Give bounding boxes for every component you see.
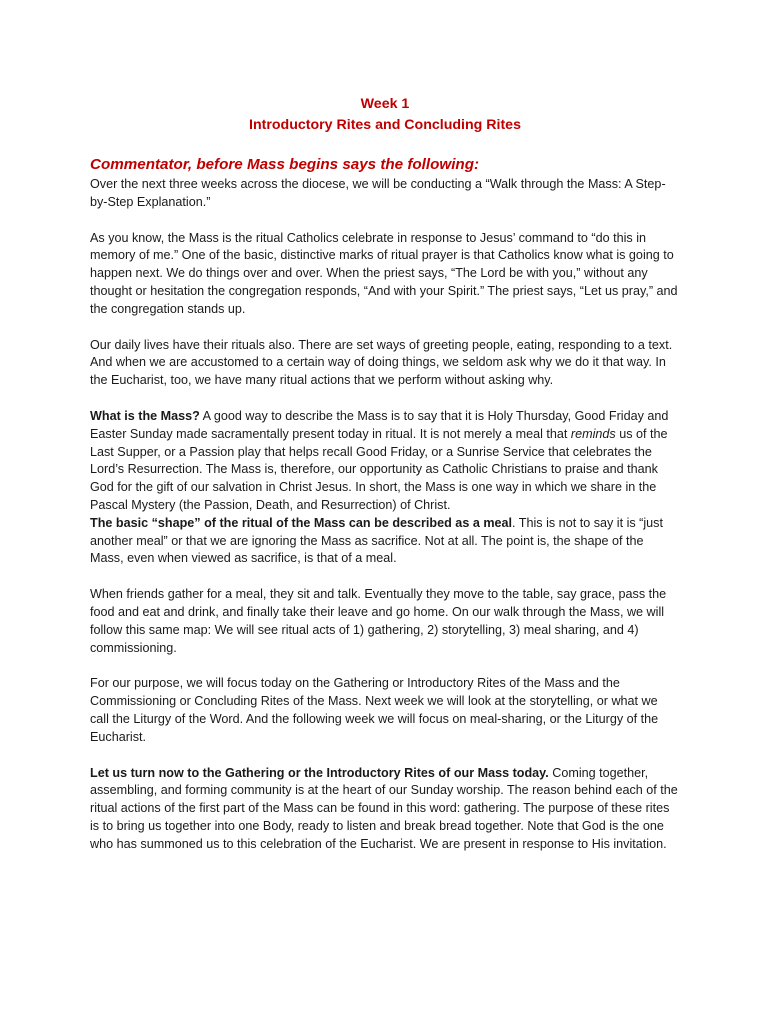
what-is-mass-text-b: us of the Last Supper, or a Passion play that helps recall Good Friday, or a Sunrise Service that celebrates the Lord’s Resurrection. The Mass is, therefore, our opportunity as Catholic Christians to praise and thank God for the gift of our salvation in Christ Jesus. In short, the Mass is one way in which we share in the Pascal Mystery (the Passion, Death, and Resurrection) of Christ.	[90, 426, 668, 512]
paragraph-our-purpose: For our purpose, we will focus today on the Gathering or Introductory Rites of the Mass and the Commissioning or Concluding Rites of the Mass. Next week we will look at the storytelling, or what we call the Liturgy of the Word. And the following week we will focus on meal-sharing, or the Liturgy of the Eucharist.	[90, 676, 659, 744]
what-is-mass-lead: What is the Mass?	[90, 408, 200, 423]
what-is-mass-text-a: A good way to describe the Mass is to say that it is Holy Thursday, Good Friday and Easter Sunday made sacramentally present today in ritual. It is not merely a meal that	[90, 408, 669, 441]
page-title: Introductory Rites and Concluding Rites	[249, 117, 521, 133]
shape-meal-lead: The basic “shape” of the ritual of the Mass can be described as a meal	[90, 515, 513, 530]
paragraph-gathering	[90, 765, 680, 854]
document-body	[90, 94, 680, 854]
commentator-heading: Commentator, before Mass begins says the following:	[90, 156, 480, 173]
gathering-lead: Let us turn now to the Gathering or the Introductory Rites of our Mass today.	[90, 765, 549, 780]
paragraph-what-is-mass	[90, 408, 680, 515]
paragraph-intro: Over the next three weeks across the diocese, we will be conducting a “Walk through the Mass: A Step-by-Step Explanation.”	[90, 177, 666, 209]
paragraph-friends-meal: When friends gather for a meal, they sit and talk. Eventually they move to the table, say grace, pass the food and eat and drink, and finally take their leave and go home. On our walk through the Mass, we will follow this same map: We will see ritual acts of 1) gathering, 2) storytelling, 3) meal sharing, and 4) commissioning.	[90, 587, 667, 655]
paragraph-daily-lives: Our daily lives have their rituals also. There are set ways of greeting people, eating, responding to a text. And when we are accustomed to a certain way of doing things, we seldom ask why we do it that way. In the Eucharist, too, we have many ritual actions that we perform without asking why.	[90, 337, 673, 388]
gathering-text: Coming together, assembling, and forming community is at the heart of our Sunday worship. The reason behind each of the ritual actions of the first part of the Mass can be found in this word: gathering. The purpose of these rites is to bring us together into one Body, ready to listen and break bread together. Note that God is the one who has summoned us to this celebration of the Eucharist. We are present in response to His invitation.	[90, 765, 678, 851]
reminds-emphasis: reminds	[570, 426, 616, 441]
shape-meal-text: . This is not to say it is “just another meal” or that we are ignoring the Mass as sacrifice. Not at all. The point is, the shape of the Mass, even when viewed as sacrifice, is that of a meal.	[90, 515, 663, 566]
paragraph-ritual: As you know, the Mass is the ritual Catholics celebrate in response to Jesus’ command to “do this in memory of me.” One of the basic, distinctive marks of ritual prayer is that Catholics know what is going to happen next. We do things over and over. When the priest says, “The Lord be with you,” without any thought or hesitation the congregation responds, “And with your Spirit.” The priest says, “Let us pray,” and the congregation stands up.	[90, 230, 678, 316]
week-heading: Week 1	[360, 96, 410, 112]
paragraph-shape-meal	[90, 515, 680, 568]
